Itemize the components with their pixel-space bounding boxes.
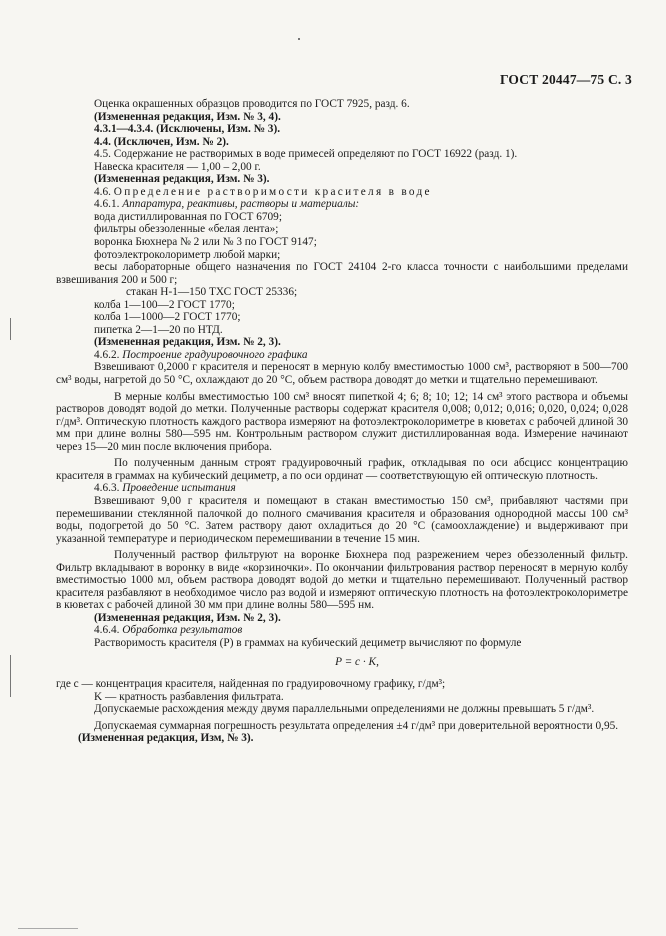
paragraph: 4.5. Содержание не растворимых в воде примесей определяют по ГОСТ 16922 (разд. 1).	[94, 148, 518, 161]
scan-mark	[10, 318, 11, 340]
amendment-note: (Измененная редакция, Изм. № 3, 4).	[94, 110, 281, 123]
section-number: 4.6.	[94, 185, 111, 198]
scan-mark	[18, 928, 78, 929]
page-header: ГОСТ 20447—75 С. 3	[499, 72, 632, 87]
amendment-note: (Измененная редакция, Изм. № 2, 3).	[94, 336, 281, 349]
list-item: фильтры обеззоленные «белая лента»;	[94, 223, 279, 236]
section-number: 4.6.2.	[94, 348, 120, 361]
section-heading	[56, 624, 628, 637]
section-heading: 4.3.1—4.3.4. (Исключены, Изм. № 3).	[94, 123, 281, 136]
section-heading	[56, 186, 628, 199]
list-item: воронка Бюхнера № 2 или № 3 по ГОСТ 9147;	[94, 236, 317, 249]
section-heading	[56, 198, 628, 211]
section-heading	[56, 482, 628, 495]
formula: P = c · K,	[335, 655, 379, 668]
paragraph: Взвешивают 9,00 г красителя и помещают в стакан вместимостью 150 см³, прибавляют частями при перемешивании стеклянной палочкой до полного смачивания красителя и образования однородной массы 100 см³ воды, подогретой до 50 °С. Затем раствору дают охладиться до 20 °С (самоохлаждение) и выдерживают при указанной температуре и периодическом перемешивании в течение 15 мин.	[56, 494, 628, 545]
list-item: весы лабораторные общего назначения по ГОСТ 24104 2-го класса точности с наибольшими пределами взвешивания 200 и 500 г;	[56, 261, 628, 286]
section-number: 4.6.1.	[94, 198, 120, 211]
list-item: пипетка 2—1—20 по НТД.	[94, 323, 223, 336]
section-title: Обработка результатов	[122, 624, 243, 637]
paragraph: По полученным данным строят градуировочный график, откладывая по оси абсцисс концентрацию красителя в граммах на кубический дециметр, а по оси ординат — соответствующую ей оптическую плотность.	[56, 457, 628, 482]
document-body	[56, 98, 628, 745]
section-number: 4.6.4.	[94, 624, 120, 637]
paragraph: Допускаемая суммарная погрешность результата определения ±4 г/дм³ при доверительной вероятности 0,95.	[94, 719, 619, 732]
definition: где с — концентрация красителя, найденная по градуировочному графику, г/дм³;	[56, 678, 446, 691]
amendment-note: (Измененная редакция, Изм. № 2, 3).	[94, 611, 281, 624]
paragraph: Оценка окрашенных образцов проводится по ГОСТ 7925, разд. 6.	[94, 98, 410, 110]
paragraph: Навеска красителя — 1,00 – 2,00 г.	[94, 160, 261, 173]
paragraph: Допускаемые расхождения между двумя параллельными определениями не должны превышать 5 г/дм³.	[94, 703, 595, 716]
paragraph: Взвешивают 0,2000 г красителя и переносят в мерную колбу вместимостью 1000 см³, растворяют в 500—700 см³ воды, нагретой до 50 °С, охлаждают до 20 °С, объем раствора доводят до метки и тщательно перемешивают.	[56, 361, 628, 387]
section-heading	[56, 349, 628, 362]
section-title: Определение растворимости красителя в воде	[113, 185, 432, 198]
list-item: вода дистиллированная по ГОСТ 6709;	[94, 210, 282, 223]
amendment-note: (Измененная редакция, Изм. № 3).	[94, 173, 270, 186]
section-title: Построение градуировочного графика	[122, 348, 308, 361]
amendment-note	[56, 732, 628, 745]
list-item: стакан Н-1—150 ТХС ГОСТ 25336;	[126, 286, 298, 299]
scan-mark	[10, 655, 11, 697]
scan-mark	[298, 38, 300, 40]
definition: K — кратность разбавления фильтрата.	[94, 690, 284, 703]
paragraph: В мерные колбы вместимостью 100 см³ вносят пипеткой 4; 6; 8; 10; 12; 14 см³ этого раствора и объемы растворов доводят водой до метки. Полученные растворы содержат красителя 0,008; 0,012; 0,016; 0,020, 0,024; 0,028 г/дм³. Оптическую плотность каждого раствора измеряют на фотоэлектроколориметре в кюветах с рабочей длиной 30 мм при длине волны 580—595 нм. Контрольным раствором служит дистиллированная вода. Измерение начинают через 15—20 мин после включения прибора.	[56, 390, 628, 453]
paragraph: Полученный раствор фильтруют на воронке Бюхнера под разрежением через обеззоленный фильтр. Фильтр вкладывают в воронку в виде «корзиночки». По окончании фильтрования раствор переносят в мерную колбу вместимостью 1000 мл, объем раствора доводят водой до метки и тщательно перемешивают. Полученный раствор красителя разбавляют в необходимое число раз водой и измеряют оптическую плотность на фотоэлектроколориметре в кюветах с рабочей длиной 30 мм при длине волны 580—595 нм.	[56, 549, 628, 612]
section-title: Аппаратура, реактивы, растворы и материалы:	[122, 198, 360, 211]
list-item: колба 1—100—2 ГОСТ 1770;	[94, 298, 235, 311]
list-item: колба 1—1000—2 ГОСТ 1770;	[94, 311, 241, 324]
list-item: фотоэлектроколориметр любой марки;	[94, 248, 281, 261]
amendment-text: (Измененная редакция, Изм, № 3).	[78, 732, 254, 745]
section-number: 4.6.3.	[94, 482, 120, 495]
section-title: Проведение испытания	[122, 482, 236, 495]
section-heading: 4.4. (Исключен, Изм. № 2).	[94, 135, 229, 148]
paragraph: Растворимость красителя (Р) в граммах на кубический дециметр вычисляют по формуле	[94, 636, 522, 649]
